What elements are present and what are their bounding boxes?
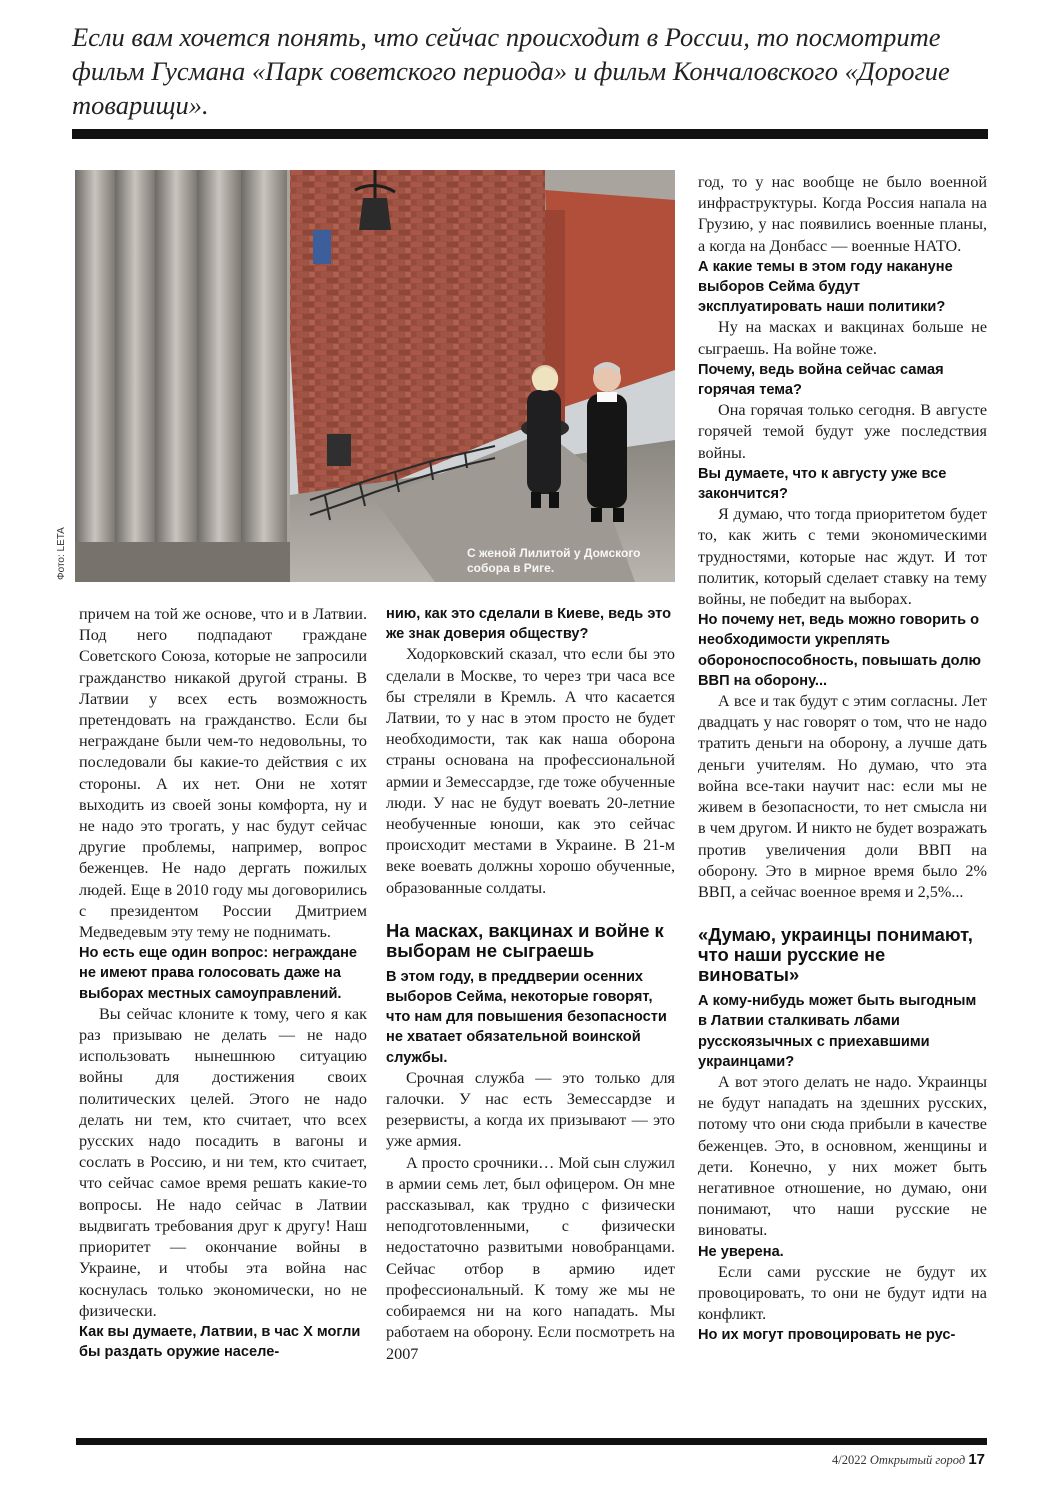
interview-question: Но их могут провоцировать не рус- bbox=[698, 1327, 956, 1344]
interview-question: А какие темы в этом году накануне выборов Сейма будут эксплуатировать наши политики? bbox=[698, 258, 953, 316]
section-heading: «Думаю, украинцы понимают, что наши русские не виноваты» bbox=[698, 924, 973, 986]
photo-caption: С женой Лилитой у Домского собора в Риге. bbox=[467, 546, 641, 575]
lead-quote: Если вам хочется понять, что сейчас происходит в России, то посмотрите фильм Гусмана «Парк советского периода» и фильм Кончаловского «Дорогие товарищи». bbox=[72, 22, 950, 120]
interview-answer: А просто срочники… Мой сын служил в армии семь лет, был офицером. Он мне рассказывал, как трудно с физически неподготовленными, с физически недостаточно развитыми новобранцами. Сейчас отбор в армию идет профессиональный. К тому же мы не собираемся ни на кого нападать. Мы работаем на оборону. Если посмотреть на 2007 bbox=[386, 1153, 675, 1363]
continued-text: год, то у нас вообще не было военной инфраструктуры. Когда Россия напала на Грузию, у нас появились военные планы, а когда на Донбасс — военные НАТО. bbox=[698, 173, 987, 255]
interview-answer: А вот этого делать не надо. Украинцы не будут нападать на здешних русских, потому что они сюда прибыли в качестве беженцев. Это, в основном, женщины и дети. Конечно, у них может быть негативное отношение, но думаю, они понимают, что наши русские не виноваты. bbox=[698, 1072, 987, 1240]
page-number: 17 bbox=[968, 1451, 985, 1468]
footer-rule bbox=[76, 1438, 987, 1445]
interview-question: А кому-нибудь может быть выгодным в Латвии сталкивать лбами русскоязычных с приехавшими украинцами? bbox=[698, 993, 977, 1070]
interview-question: Но есть еще один вопрос: неграждане не имеют права голосовать даже на выборах местных самоуправлений. bbox=[79, 945, 358, 1002]
section-heading: На масках, вакцинах и войне к выборам не сыграешь bbox=[386, 919, 664, 961]
header-rule bbox=[72, 129, 988, 139]
interview-answer: Ходорковский сказал, что если бы это сделали в Москве, то через три часа все бы стреляли в Кремль. А что касается Латвии, то у нас в этом просто не будет необходимости, так как наша оборона страны основана на профессиональной армии и Земессардзе, где тоже обученные люди. У нас не будут воевать 20-летние необученные юноши, как это сейчас происходит местами в Украине. В 21-м веке воевать должны хорошо обученные, образованные солдаты. bbox=[386, 645, 675, 897]
text-column-1 bbox=[79, 604, 367, 1362]
interview-answer: Срочная служба — это только для галочки. У нас есть Земессардзе и резервисты, а когда их призывают — это уже армия. bbox=[386, 1068, 675, 1151]
text-column-3 bbox=[698, 172, 987, 1346]
interview-question: Как вы думаете, Латвии, в час Х могли бы раздать оружие населе- bbox=[79, 1323, 361, 1361]
magazine-name: Открытый город bbox=[869, 1453, 966, 1467]
interview-question: Но почему нет, ведь можно говорить о необходимости укреплять обороноспособность, повышать долю ВВП на оборону... bbox=[698, 612, 981, 689]
page-footer bbox=[832, 1451, 985, 1468]
interview-question: Почему, ведь война сейчас самая горячая тема? bbox=[698, 361, 944, 399]
interview-question: Не уверена. bbox=[698, 1243, 784, 1260]
text-column-2 bbox=[386, 604, 675, 1365]
continued-text: причем на той же основе, что и в Латвии. Под него подпадают граждане Советского Союза, которые не запросили гражданство никакой другой страны. В Латвии у всех есть возможность претендовать на гражданство. Если бы неграждане были чем-то недовольны, то последовали бы какие-то действия с их стороны. А их нет. Они не хотят выходить из своей зоны комфорта, ну и не надо это трогать, у нас будут сейчас другие проблемы, например, вопрос беженцев. Не надо дергать пожилых людей. Еще в 2010 году мы договорились с президентом России Дмитрием Медведевым эту тему не поднимать. bbox=[79, 605, 367, 942]
issue-number: 4/2022 bbox=[832, 1453, 867, 1467]
interview-answer: Ну на масках и вакцинах больше не сыграешь. На войне тоже. bbox=[698, 318, 987, 358]
interview-answer: Я думаю, что тогда приоритетом будет то, как жить с теми экономическими трудностями, которые нас ждут. И тот политик, который сделает ставку на тему войны, не победит на выборах. bbox=[698, 505, 987, 609]
photo-illustration bbox=[75, 170, 675, 582]
interview-question: В этом году, в преддверии осенних выборов Сейма, некоторые говорят, что нам для повышения безопасности не хватает обязательной воинской службы. bbox=[386, 968, 667, 1066]
interview-answer: Если сами русские не будут их провоцировать, то они не будут идти на конфликт. bbox=[698, 1262, 987, 1324]
interview-answer: Она горячая только сегодня. В августе горячей темой будут уже последствия войны. bbox=[698, 401, 987, 462]
article-photo bbox=[75, 170, 675, 582]
photo-credit: Фото: LETA bbox=[56, 527, 67, 580]
interview-answer: А все и так будут с этим согласны. Лет двадцать у нас говорят о том, что не надо тратить деньги на оборону, а лучше дать деньги учителям. Но думаю, что эта война все-таки научит нас: если мы не живем в безопасности, то нет смысла ни в чем другом. И никто не будет возражать против увеличения доли ВВП на оборону. Это в мирное время было 2% ВВП, а сейчас военное время и 2,5%... bbox=[698, 692, 987, 901]
interview-question: Вы думаете, что к августу уже все закончится? bbox=[698, 465, 947, 503]
interview-question: нию, как это сделали в Киеве, ведь это же знак доверия обществу? bbox=[386, 606, 672, 643]
interview-answer: Вы сейчас клоните к тому, чего я как раз призываю не делать — не надо использовать нынешнюю ситуацию войны для достижения своих политических целей. Этого не надо делать ни тем, кто считает, что всех русских надо посадить в вагоны и сослать в Россию, и ни тем, кто считает, что сейчас самое время решать какие-то вопросы. Не надо сейчас в Латвии выдвигать требования друг к другу! Наш приоритет — окончание войны в Украине, и чтобы эта война нас коснулась только экономически, но не физически. bbox=[79, 1004, 367, 1320]
